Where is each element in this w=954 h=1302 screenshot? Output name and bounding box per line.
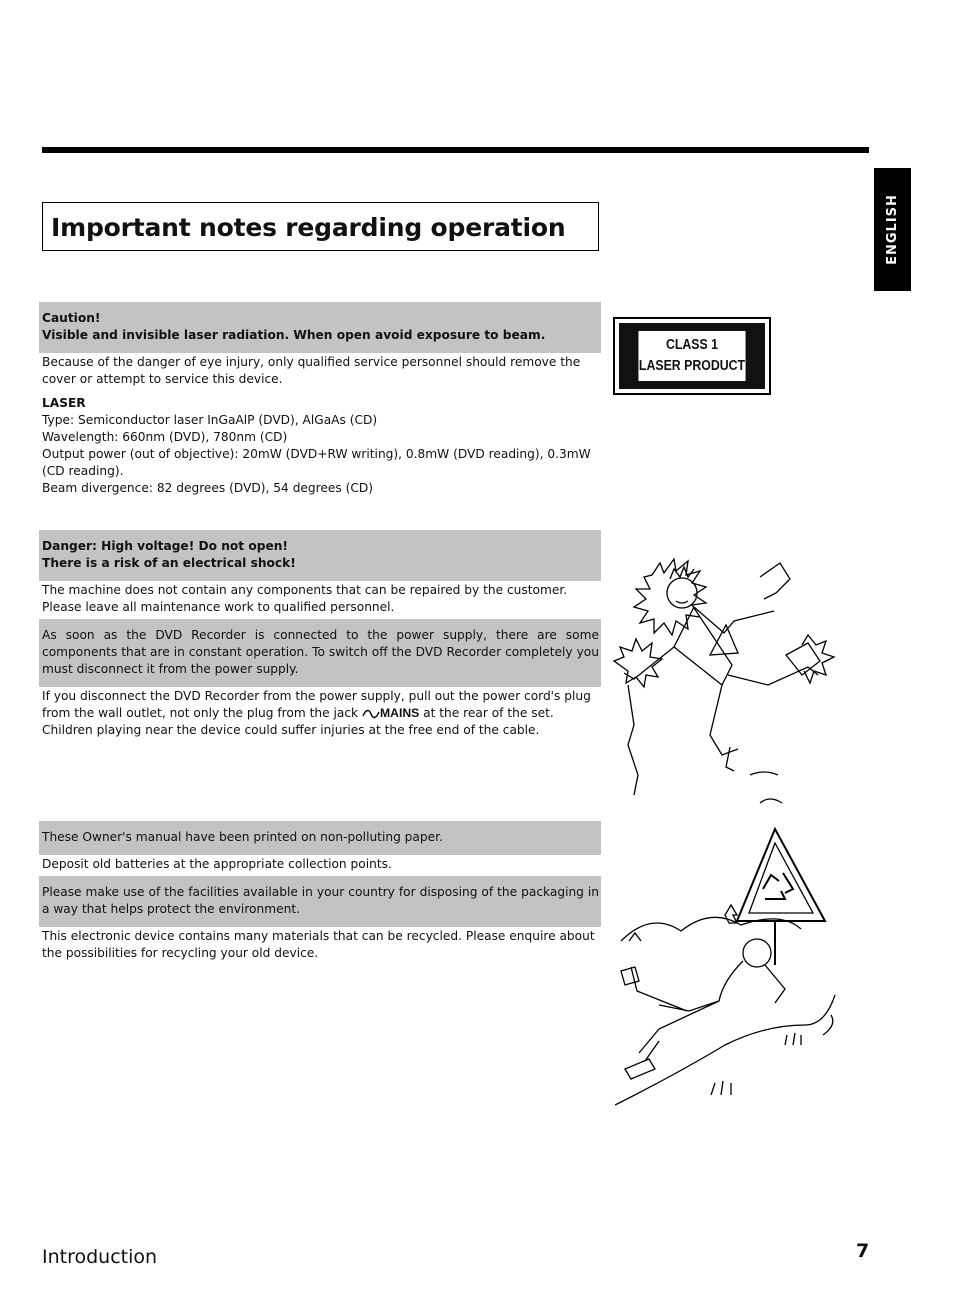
laser-heading: LASER (42, 396, 86, 410)
language-tab (874, 168, 911, 291)
disconnect-text-after: at the rear of the set. Children playing near the device could suffer injuries at the free end of the cable. (42, 706, 554, 737)
danger-heading: Danger: High voltage! Do not open! (42, 539, 288, 553)
language-tab-label: ENGLISH (885, 194, 901, 265)
page-number: 7 (856, 1240, 870, 1262)
laser-beam-divergence: Beam divergence: 82 degrees (DVD), 54 degrees (CD) (42, 481, 374, 495)
batteries-note: Deposit old batteries at the appropriate collection points. (42, 857, 392, 871)
mains-label: MAINS (379, 706, 420, 720)
disconnect-text-before: If you disconnect the DVD Recorder from the power supply, pull out the power cord's plug from the wall outlet, not only the plug from the jack (42, 689, 591, 720)
caution-heading: Caution! (42, 311, 101, 325)
laser-type: Type: Semiconductor laser InGaAlP (DVD), AlGaAs (CD) (42, 413, 378, 427)
caution-text: Visible and invisible laser radiation. When open avoid exposure to beam. (42, 328, 546, 342)
packaging-note: Please make use of the facilities available in your country for disposing of the packaging in a way that helps protect the environment. (39, 876, 601, 927)
caution-box (39, 302, 601, 353)
laser-label-line1: CLASS 1 (665, 337, 719, 353)
electric-shock-illustration (610, 535, 850, 810)
page-title: Important notes regarding operation (51, 213, 566, 242)
laser-output-power: Output power (out of objective): 20mW (DVD+RW writing), 0.8mW (DVD reading), 0.3mW (CD reading). (42, 447, 591, 478)
page-title-box (42, 202, 599, 251)
constant-operation-paragraph: As soon as the DVD Recorder is connected to the power supply, there are some components that are in constant operation. To switch off the DVD Recorder completely you must disconnect it from the power supply. (39, 619, 601, 687)
laser-label-line2: LASER PRODUCT (638, 358, 746, 374)
no-components-paragraph: The machine does not contain any components that can be repaired by the customer. Please leave all maintenance work to qualified personnel. (42, 583, 568, 614)
recycling-illustration (615, 825, 845, 1110)
danger-subheading: There is a risk of an electrical shock! (42, 556, 296, 570)
laser-specs (39, 395, 601, 497)
top-rule (42, 147, 869, 153)
danger-box (39, 530, 601, 581)
recycle-note: This electronic device contains many materials that can be recycled. Please enquire about the possibilities for recycling your old device. (42, 929, 595, 960)
ac-wave-icon (362, 706, 380, 720)
paper-note: These Owner's manual have been printed on non-polluting paper. (39, 821, 601, 855)
laser-wavelength: Wavelength: 660nm (DVD), 780nm (CD) (42, 430, 288, 444)
eye-injury-paragraph: Because of the danger of eye injury, only qualified service personnel should remove the cover or attempt to service this device. (42, 355, 581, 386)
disconnect-paragraph (39, 688, 601, 739)
footer-section-name: Introduction (42, 1246, 158, 1268)
class1-laser-label (613, 317, 771, 395)
